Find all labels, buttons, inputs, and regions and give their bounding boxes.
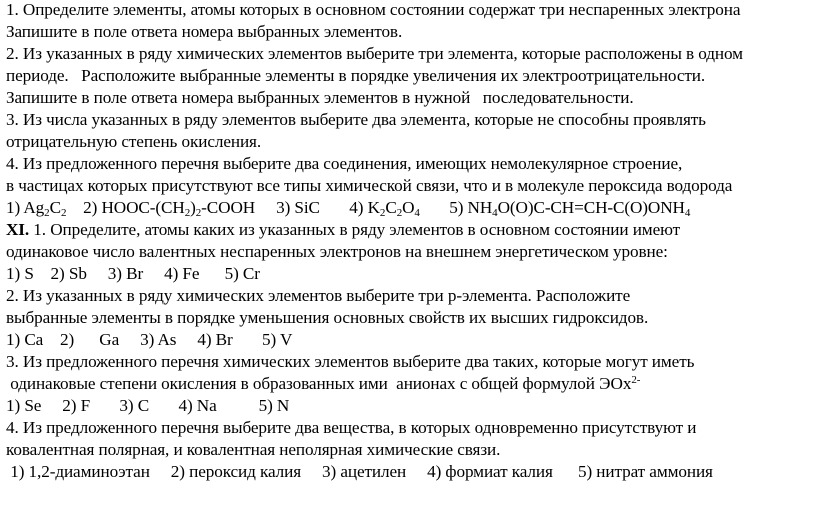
text-line: 1. Определите элементы, атомы которых в основном состоянии содержат три неспаренных электрона (6, 0, 741, 19)
text-line: 3. Из предложенного перечня химических элементов выберите два таких, которые могут иметь (6, 352, 695, 371)
section-label: XI. (6, 220, 30, 239)
text-line: отрицательную степень окисления. (6, 132, 262, 151)
text-line: одинаковые степени окисления в образованных ими анионах с общей формулой ЭОх$^{2-}$ (6, 374, 641, 393)
answer-options-line: 1) Se 2) F 3) C 4) Na 5) N (6, 396, 290, 415)
text-line: периоде. Расположите выбранные элементы в порядке увеличения их электроотрицательности. (6, 66, 706, 85)
text-line: 3. Из числа указанных в ряду элементов выберите два элемента, которые не способны проявлять (6, 110, 706, 129)
option-5: 5) $NH_4O(O)C-CH=CH-C(O)ONH_4$ (449, 198, 691, 219)
section-heading-line (6, 220, 680, 240)
answer-options-line (6, 198, 690, 218)
section-text: 1. Определите, атомы каких из указанных в ряду элементов в основном состоянии имеют (29, 220, 681, 239)
option-4: 4) $K_2C_2O_4$ (349, 198, 420, 219)
option-1: 1) $Ag_2C_2$ (6, 198, 67, 219)
answer-options-line: 1) Ca 2) Ga 3) As 4) Br 5) V (6, 330, 293, 349)
text-line: выбранные элементы в порядке уменьшения основных свойств их высших гидроксидов. (6, 308, 649, 327)
answer-options-line: 1) S 2) Sb 3) Br 4) Fe 5) Cr (6, 264, 260, 283)
text-line: одинаковое число валентных неспаренных электронов на внешнем энергетическом уровне: (6, 242, 668, 261)
option-3: 3) SiC (276, 198, 320, 217)
text-line: в частицах которых присутствуют все типы химической связи, что и в молекуле пероксида водорода (6, 176, 733, 195)
answer-options-line: 1) 1,2-диаминоэтан 2) пероксид калия 3) ацетилен 4) формиат калия 5) нитрат аммония (6, 462, 713, 481)
text-line: ковалентная полярная, и ковалентная неполярная химические связи. (6, 440, 501, 459)
text-line: 2. Из указанных в ряду химических элементов выберите три р-элемента. Расположите (6, 286, 631, 305)
text-line: 2. Из указанных в ряду химических элементов выберите три элемента, которые расположены в одном (6, 44, 743, 63)
text-line: Запишите в поле ответа номера выбранных элементов в нужной последовательности. (6, 88, 634, 107)
charge-superscript: 2- (631, 374, 641, 386)
text-line: 4. Из предложенного перечня выберите два соединения, имеющих немолекулярное строение, (6, 154, 683, 173)
option-2: 2) HOOC-$(CH_2)_2$-COOH (83, 198, 256, 219)
text-line: 4. Из предложенного перечня выберите два вещества, в которых одновременно присутствуют и (6, 418, 697, 437)
text-line: Запишите в поле ответа номера выбранных элементов. (6, 22, 403, 41)
